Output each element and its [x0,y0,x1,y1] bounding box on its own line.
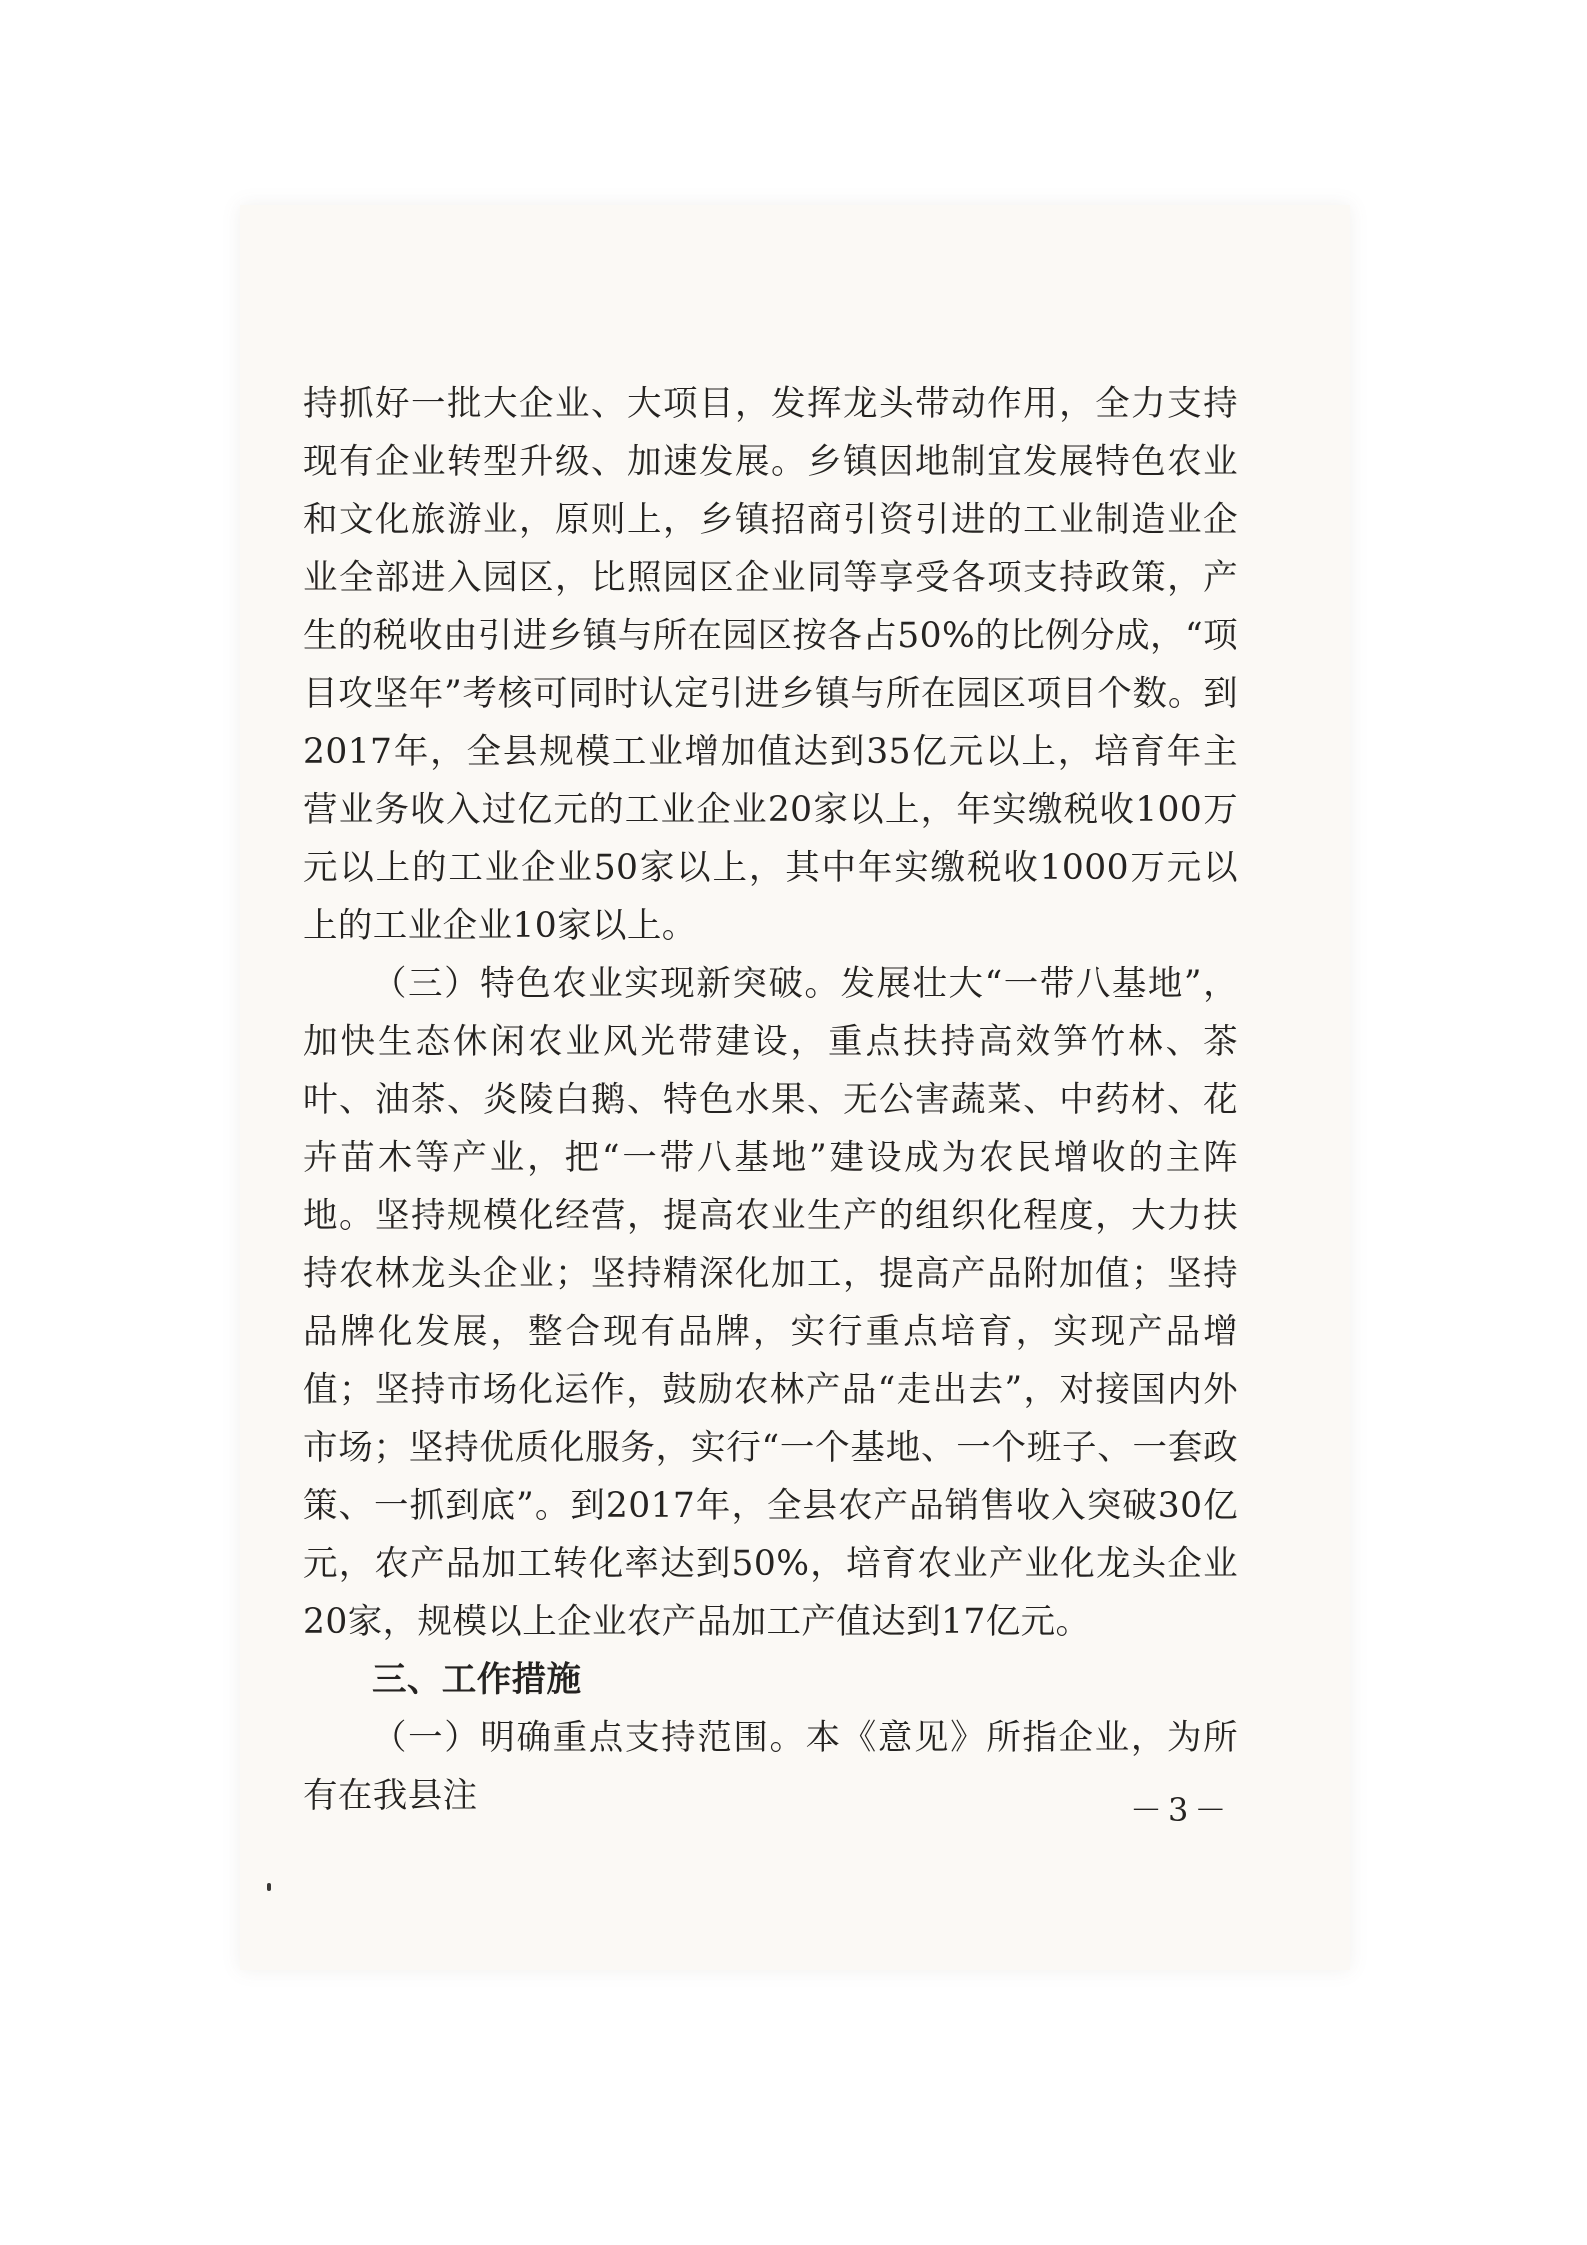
paragraph-special-agriculture: （三）特色农业实现新突破。发展壮大“一带八基地”，加快生态休闲农业风光带建设，重点扶持高效笋竹林、茶叶、油茶、炎陵白鹅、特色水果、无公害蔬菜、中药材、花卉苗木等产业，把“一带八基地”建设成为农民增收的主阵地。坚持规模化经营，提高农业生产的组织化程度，大力扶持农林龙头企业；坚持精深化加工，提高产品附加值；坚持品牌化发展，整合现有品牌，实行重点培育，实现产品增值；坚持市场化运作，鼓励农林产品“走出去”，对接国内外市场；坚持优质化服务，实行“一个基地、一个班子、一套政策、一抓到底”。到2017年，全县农产品销售收入突破30亿元，农产品加工转化率达到50%，培育农业产业化龙头企业20家，规模以上企业农产品加工产值达到17亿元。 [303,964,1238,1642]
document-body [303,375,1238,1825]
scan-speck [267,1883,271,1891]
section-heading-work-measures: 三、工作措施 [372,1660,582,1700]
paragraph-support-scope: （一）明确重点支持范围。本《意见》所指企业，为所有在我县注 [303,1718,1238,1816]
page-number: －3－ [1130,1791,1233,1829]
paragraph-industry-continued: 持抓好一批大企业、大项目，发挥龙头带动作用，全力支持现有企业转型升级、加速发展。乡镇因地制宜发展特色农业和文化旅游业，原则上，乡镇招商引资引进的工业制造业企业全部进入园区，比照园区企业同等享受各项支持政策，产生的税收由引进乡镇与所在园区按各占50%的比例分成，“项目攻坚年”考核可同时认定引进乡镇与所在园区项目个数。到2017年，全县规模工业增加值达到35亿元以上，培育年主营业务收入过亿元的工业企业20家以上，年实缴税收100万元以上的工业企业50家以上，其中年实缴税收1000万元以上的工业企业10家以上。 [303,384,1238,946]
